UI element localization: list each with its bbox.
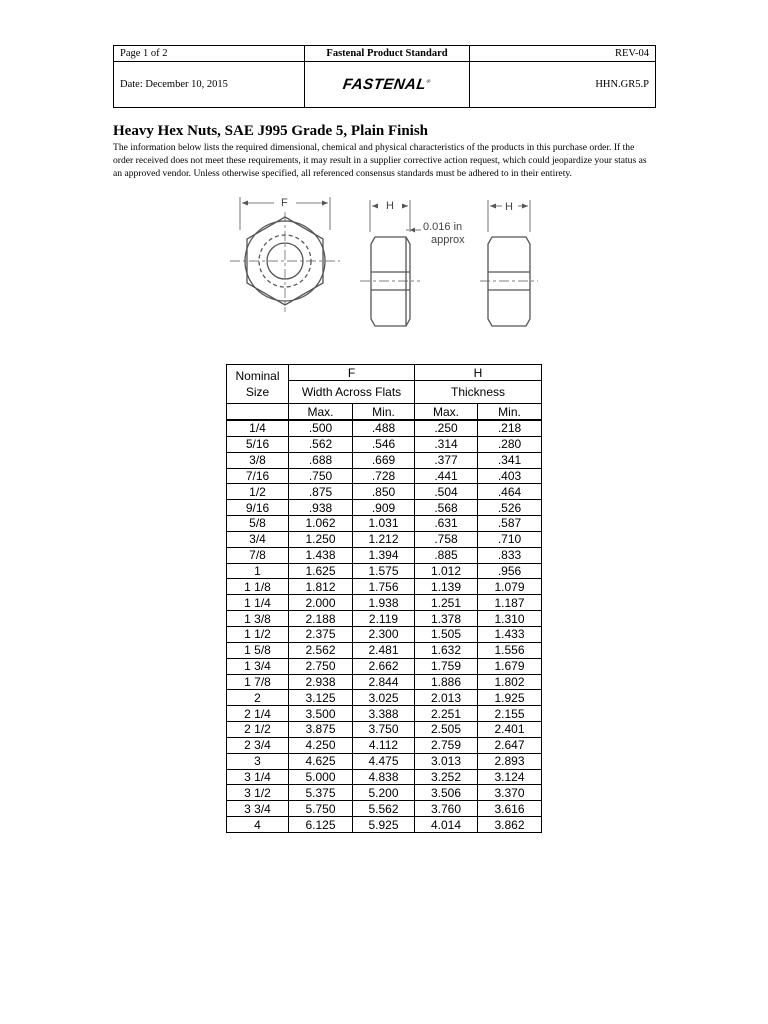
h-max-cell: 3.252 xyxy=(415,769,478,785)
h-max-cell: 1.759 xyxy=(415,658,478,674)
f-min-cell: 1.756 xyxy=(353,579,415,595)
nominal-size-cell: 3/4 xyxy=(227,531,289,547)
nut-side-view xyxy=(480,200,538,326)
nominal-size-cell: 3 xyxy=(227,753,289,769)
f-max-cell: .688 xyxy=(289,452,353,468)
nominal-size-cell: 7/8 xyxy=(227,547,289,563)
table-row xyxy=(227,611,542,627)
nut-side-view-washer-face xyxy=(360,200,421,326)
table-row xyxy=(227,420,542,436)
logo-wordmark xyxy=(342,76,432,93)
f-max-cell: 3.125 xyxy=(289,690,353,706)
h-min-cell: 2.647 xyxy=(478,737,542,753)
h-min-cell: 1.556 xyxy=(478,642,542,658)
h-min-cell: 2.155 xyxy=(478,706,542,722)
h-min-cell: .526 xyxy=(478,500,542,516)
h-max-cell: .314 xyxy=(415,436,478,452)
nominal-size-cell: 7/16 xyxy=(227,468,289,484)
h-max-cell: .885 xyxy=(415,547,478,563)
h-max-cell: 2.505 xyxy=(415,722,478,738)
h-max-cell: 1.012 xyxy=(415,563,478,579)
h-min-cell: 2.401 xyxy=(478,722,542,738)
nominal-blank xyxy=(227,404,289,421)
nominal-size-cell: 5/16 xyxy=(227,436,289,452)
h-min-cell: .280 xyxy=(478,436,542,452)
f-min-header: Min. xyxy=(353,404,415,421)
f-max-cell: 2.188 xyxy=(289,611,353,627)
h-max-cell: .377 xyxy=(415,452,478,468)
f-min-cell: 4.475 xyxy=(353,753,415,769)
table-row xyxy=(227,626,542,642)
f-min-cell: 2.481 xyxy=(353,642,415,658)
f-min-cell: 3.025 xyxy=(353,690,415,706)
table-row xyxy=(227,436,542,452)
table-row xyxy=(227,642,542,658)
f-header: F xyxy=(289,365,415,381)
h-min-cell: 1.802 xyxy=(478,674,542,690)
f-max-cell: 1.250 xyxy=(289,531,353,547)
f-min-cell: .850 xyxy=(353,484,415,500)
h-max-cell: .441 xyxy=(415,468,478,484)
f-min-cell: 1.394 xyxy=(353,547,415,563)
table-row xyxy=(227,690,542,706)
table-row xyxy=(227,658,542,674)
fastenal-logo xyxy=(305,62,470,108)
nominal-size-cell: 3/8 xyxy=(227,452,289,468)
nominal-size-cell: 1 7/8 xyxy=(227,674,289,690)
logo-registered-mark: ® xyxy=(426,79,432,85)
h-min-cell: 1.433 xyxy=(478,626,542,642)
h-max-cell: 1.251 xyxy=(415,595,478,611)
label-h: H xyxy=(505,201,513,213)
page-number: Page 1 of 2 xyxy=(114,46,305,62)
width-across-flats-header: Width Across Flats xyxy=(289,381,415,404)
h-max-cell: 2.251 xyxy=(415,706,478,722)
table-row xyxy=(227,817,542,833)
logo-text: FASTENAL xyxy=(342,76,428,93)
f-max-cell: 2.750 xyxy=(289,658,353,674)
nominal-size-cell: 1/4 xyxy=(227,420,289,436)
f-min-cell: 1.938 xyxy=(353,595,415,611)
h-max-cell: .758 xyxy=(415,531,478,547)
table-row xyxy=(227,722,542,738)
label-h-washer: H xyxy=(386,200,394,212)
thickness-header: Thickness xyxy=(415,381,542,404)
f-max-cell: 6.125 xyxy=(289,817,353,833)
h-max-cell: 2.013 xyxy=(415,690,478,706)
f-max-cell: 1.438 xyxy=(289,547,353,563)
f-min-cell: 3.388 xyxy=(353,706,415,722)
f-min-cell: 5.562 xyxy=(353,801,415,817)
label-f: F xyxy=(281,197,288,209)
f-max-cell: 4.250 xyxy=(289,737,353,753)
document-header xyxy=(113,45,656,108)
note-line-2: approx xyxy=(431,234,465,246)
table-row xyxy=(227,547,542,563)
f-max-header: Max. xyxy=(289,404,353,421)
nominal-size-cell: 1 1/4 xyxy=(227,595,289,611)
h-min-cell: .710 xyxy=(478,531,542,547)
h-min-cell: 1.310 xyxy=(478,611,542,627)
f-min-cell: 5.925 xyxy=(353,817,415,833)
f-min-cell: 5.200 xyxy=(353,785,415,801)
h-max-cell: 2.759 xyxy=(415,737,478,753)
f-max-cell: .938 xyxy=(289,500,353,516)
h-min-cell: 1.925 xyxy=(478,690,542,706)
table-row xyxy=(227,563,542,579)
nominal-size-cell: 1 1/2 xyxy=(227,626,289,642)
f-max-cell: 1.625 xyxy=(289,563,353,579)
h-max-header: Max. xyxy=(415,404,478,421)
f-min-cell: 4.838 xyxy=(353,769,415,785)
nominal-size-cell: 9/16 xyxy=(227,500,289,516)
f-max-cell: 1.062 xyxy=(289,516,353,532)
f-min-cell: 2.119 xyxy=(353,611,415,627)
f-max-cell: 2.000 xyxy=(289,595,353,611)
f-min-cell: .546 xyxy=(353,436,415,452)
note-line-1: 0.016 in xyxy=(423,221,463,233)
f-max-cell: 2.938 xyxy=(289,674,353,690)
table-row xyxy=(227,516,542,532)
h-min-cell: 1.679 xyxy=(478,658,542,674)
f-min-cell: 3.750 xyxy=(353,722,415,738)
h-max-cell: 3.506 xyxy=(415,785,478,801)
f-max-cell: 5.375 xyxy=(289,785,353,801)
table-row xyxy=(227,468,542,484)
table-row xyxy=(227,737,542,753)
nominal-size-cell: 1 5/8 xyxy=(227,642,289,658)
intro-paragraph: The information below lists the required dimensional, chemical and physical characteristics of the products in this purchase order. If the order received does not meet these requirements, it may result in a supplier corrective action request, which could jeopardize your status as an approved vendor. Unless otherwise specified, all referenced consensus standards must be adhered to in their entirety. xyxy=(113,142,647,180)
nominal-size-cell: 1 1/8 xyxy=(227,579,289,595)
nominal-size-cell: 1/2 xyxy=(227,484,289,500)
nominal-size-cell: 1 xyxy=(227,563,289,579)
nominal-size-cell: 2 1/4 xyxy=(227,706,289,722)
table-row xyxy=(227,579,542,595)
h-max-cell: 1.139 xyxy=(415,579,478,595)
h-min-cell: .956 xyxy=(478,563,542,579)
table-row xyxy=(227,484,542,500)
nominal-size-cell: 2 xyxy=(227,690,289,706)
nominal-size-cell: 1 3/8 xyxy=(227,611,289,627)
table-row xyxy=(227,452,542,468)
nominal-size-cell: 3 1/4 xyxy=(227,769,289,785)
f-max-cell: 4.625 xyxy=(289,753,353,769)
nominal-size-cell: 4 xyxy=(227,817,289,833)
f-min-cell: 4.112 xyxy=(353,737,415,753)
document-title: Heavy Hex Nuts, SAE J995 Grade 5, Plain Finish xyxy=(113,123,429,139)
f-min-cell: 1.575 xyxy=(353,563,415,579)
h-min-cell: .341 xyxy=(478,452,542,468)
h-max-cell: 1.886 xyxy=(415,674,478,690)
h-min-cell: 1.079 xyxy=(478,579,542,595)
f-max-cell: 3.500 xyxy=(289,706,353,722)
nut-top-view xyxy=(230,197,340,312)
f-max-cell: .750 xyxy=(289,468,353,484)
f-max-cell: 1.812 xyxy=(289,579,353,595)
h-max-cell: .568 xyxy=(415,500,478,516)
f-max-cell: 5.750 xyxy=(289,801,353,817)
f-min-cell: 1.212 xyxy=(353,531,415,547)
nominal-size-cell: 5/8 xyxy=(227,516,289,532)
h-min-header: Min. xyxy=(478,404,542,421)
nominal-size-cell: 3 1/2 xyxy=(227,785,289,801)
table-row xyxy=(227,801,542,817)
table-row xyxy=(227,674,542,690)
h-min-cell: .218 xyxy=(478,420,542,436)
table-row xyxy=(227,595,542,611)
f-max-cell: 5.000 xyxy=(289,769,353,785)
h-max-cell: 3.760 xyxy=(415,801,478,817)
h-min-cell: 3.862 xyxy=(478,817,542,833)
f-min-cell: .728 xyxy=(353,468,415,484)
f-min-cell: 2.662 xyxy=(353,658,415,674)
h-max-cell: 1.378 xyxy=(415,611,478,627)
hex-nut-drawing xyxy=(230,192,540,347)
nominal-size-cell: 2 1/2 xyxy=(227,722,289,738)
f-max-cell: .875 xyxy=(289,484,353,500)
table-row xyxy=(227,706,542,722)
f-min-cell: 2.300 xyxy=(353,626,415,642)
nominal-size-header: Nominal Size xyxy=(227,365,289,404)
table-row xyxy=(227,785,542,801)
standard-name: Fastenal Product Standard xyxy=(305,46,470,62)
h-min-cell: .833 xyxy=(478,547,542,563)
document-date: Date: December 10, 2015 xyxy=(114,62,305,108)
table-row xyxy=(227,753,542,769)
f-min-cell: .669 xyxy=(353,452,415,468)
nominal-size-cell: 2 3/4 xyxy=(227,737,289,753)
h-min-cell: 1.187 xyxy=(478,595,542,611)
h-max-cell: .250 xyxy=(415,420,478,436)
f-min-cell: .488 xyxy=(353,420,415,436)
f-max-cell: .500 xyxy=(289,420,353,436)
h-min-cell: .587 xyxy=(478,516,542,532)
h-max-cell: 3.013 xyxy=(415,753,478,769)
table-row xyxy=(227,500,542,516)
nominal-size-cell: 3 3/4 xyxy=(227,801,289,817)
h-max-cell: 4.014 xyxy=(415,817,478,833)
revision: REV-04 xyxy=(470,46,656,62)
table-row xyxy=(227,531,542,547)
f-min-cell: 2.844 xyxy=(353,674,415,690)
f-max-cell: 3.875 xyxy=(289,722,353,738)
h-max-cell: 1.505 xyxy=(415,626,478,642)
h-max-cell: .504 xyxy=(415,484,478,500)
document-code: HHN.GR5.P xyxy=(470,62,656,108)
table-row xyxy=(227,769,542,785)
dimensions-table xyxy=(226,364,542,833)
f-max-cell: .562 xyxy=(289,436,353,452)
h-max-cell: 1.632 xyxy=(415,642,478,658)
h-min-cell: 3.124 xyxy=(478,769,542,785)
h-min-cell: .403 xyxy=(478,468,542,484)
h-header: H xyxy=(415,365,542,381)
h-min-cell: 3.616 xyxy=(478,801,542,817)
h-min-cell: 3.370 xyxy=(478,785,542,801)
h-min-cell: 2.893 xyxy=(478,753,542,769)
nominal-size-cell: 1 3/4 xyxy=(227,658,289,674)
h-max-cell: .631 xyxy=(415,516,478,532)
f-min-cell: .909 xyxy=(353,500,415,516)
f-max-cell: 2.562 xyxy=(289,642,353,658)
f-max-cell: 2.375 xyxy=(289,626,353,642)
f-min-cell: 1.031 xyxy=(353,516,415,532)
dimensions-body xyxy=(227,420,542,832)
h-min-cell: .464 xyxy=(478,484,542,500)
